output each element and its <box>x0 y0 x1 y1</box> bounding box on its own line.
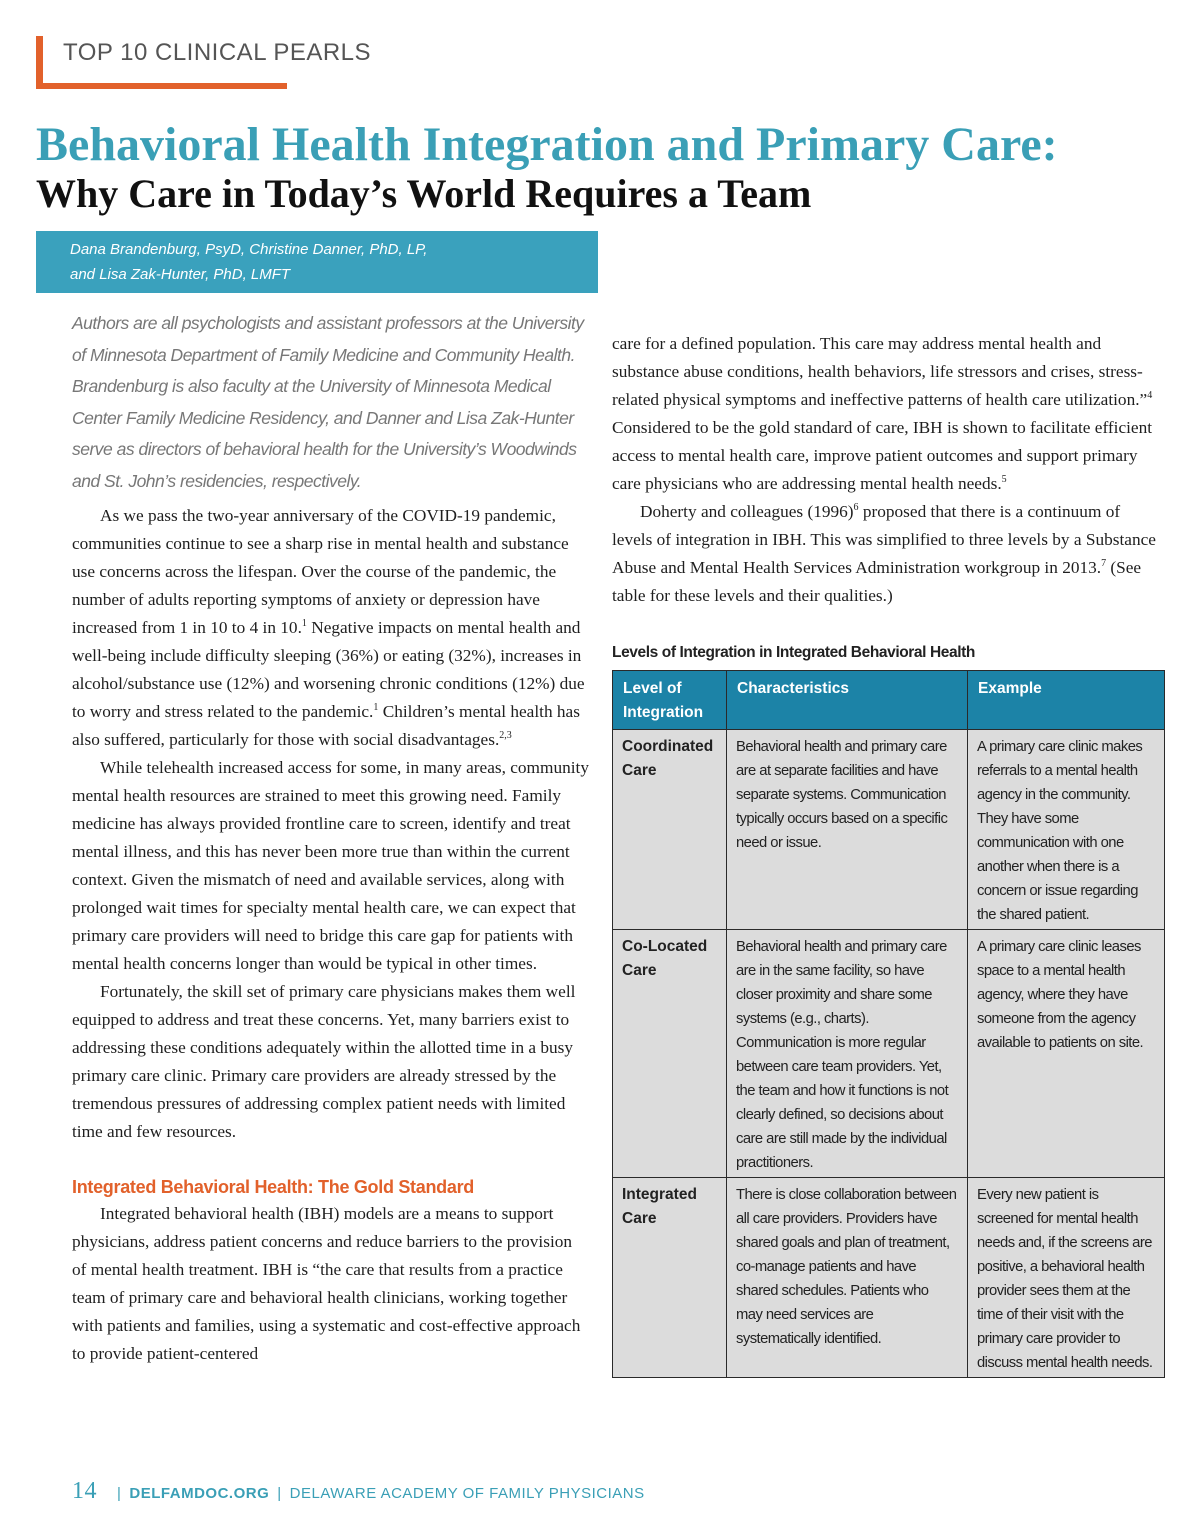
authors-line-1: Dana Brandenburg, PsyD, Christine Danner, PhD, LP, <box>70 241 428 258</box>
table-header-example: Example <box>968 671 1165 730</box>
table-cell-characteristics: Behavioral health and primary care are at separate facilities and have separate systems. Communication typically occurs based on a specific need or issue. <box>727 730 968 930</box>
table-header-characteristics: Characteristics <box>727 671 968 730</box>
reference-6: 6 <box>853 502 859 514</box>
table-cell-level: Co-Located Care <box>613 930 727 1178</box>
author-note: Authors are all psychologists and assistant professors at the University of Minnesota Department of Family Medicine and Community Health. Brandenburg is also faculty at the University of Minnesota Medical Center Family Medicine Residency, and Danner and Lisa Zak-Hunter serve as directors of behavioral health for the University’s Woodwinds and St. John’s residencies, respectively. <box>72 313 584 491</box>
reference-1: 1 <box>301 617 307 629</box>
levels-of-integration-table <box>612 670 1165 1378</box>
paragraph-ibh-models: Integrated behavioral health (IBH) models are a means to support physicians, address patient concerns and reduce barriers to the provision of mental health treatment. IBH is “the care that results from a practice team of primary care and behavioral health clinicians, working together with patients and families, using a systematic and cost-effective approach to provide patient-centered <box>72 1203 581 1363</box>
left-column <box>72 308 590 1368</box>
table-cell-level: Coordinated Care <box>613 730 727 930</box>
article-title: Behavioral Health Integration and Primary Care: <box>36 118 1058 171</box>
subheading-gold-standard: Integrated Behavioral Health: The Gold Standard <box>72 1176 474 1197</box>
paragraph-skill-set: Fortunately, the skill set of primary care physicians makes them well equipped to address and treat these concerns. Yet, many barriers exist to addressing these conditions adequately within the allotted time in a busy primary care clinic. Primary care providers are already stressed by the tremendous pressures of addressing complex patient needs with limited time and few resources. <box>72 981 576 1141</box>
table-cell-characteristics: There is close collaboration between all care providers. Providers have shared goals and plan of treatment, co-manage patients and have shared schedules. Patients who may need services are systematically identified. <box>727 1178 968 1378</box>
table-cell-level: Integrated Care <box>613 1178 727 1378</box>
table-header-row <box>613 671 1165 730</box>
paragraph-covid-part-a: As we pass the two-year anniversary of the COVID-19 pandemic, communities continue to see a sharp rise in mental health and substance use concerns across the lifespan. Over the course of the pandemic, the number of adults reporting symptoms of anxiety or depression have increased from 1 in 10 to 4 in 10. <box>72 505 569 637</box>
page-footer <box>72 1478 645 1505</box>
reference-5: 5 <box>1001 474 1007 486</box>
article-subtitle: Why Care in Today’s World Requires a Team <box>36 171 812 216</box>
reference-4: 4 <box>1147 390 1153 402</box>
reference-2-3: 2,3 <box>499 729 512 741</box>
table-row <box>613 730 1165 930</box>
paragraph-covid-part-b: Negative impacts on mental health and well-being include difficulty sleeping (36%) or eating (32%), increases in alcohol/substance use (12%) and worsening chronic conditions (12%) due to worry and stress related to the pandemic. <box>72 617 585 721</box>
footer-organization: DELAWARE ACADEMY OF FAMILY PHYSICIANS <box>289 1485 645 1502</box>
table-caption: Levels of Integration in Integrated Behavioral Health <box>612 644 975 661</box>
paragraph-telehealth: While telehealth increased access for some, in many areas, community mental health resources are strained to meet this growing need. Family medicine has always provided frontline care to screen, identify and treat mental illness, and this has never been more true than within the current context. Given the mismatch of need and available services, along with prolonged wait times for specialty mental health care, we can expect that primary care providers will need to bridge this care gap for patients with mental health concerns longer than would be typical in other times. <box>72 757 589 973</box>
table-row <box>613 1178 1165 1378</box>
paragraph-doherty-part-b: proposed that there is a continuum of levels of integration in IBH. This was simplified to three levels by a Substance Abuse and Mental Health Services Administration workgroup in 2013. <box>612 502 1156 577</box>
section-label <box>36 36 371 88</box>
paragraph-doherty-part-c: (See table for these levels and their qualities.) <box>612 558 1142 605</box>
paragraph-covid <box>72 502 590 754</box>
section-label-text: TOP 10 CLINICAL PEARLS <box>63 39 372 66</box>
paragraph-covid-part-c: Children’s mental health has also suffered, particularly for those with social disadvantages. <box>72 701 580 749</box>
table-cell-example: A primary care clinic leases space to a mental health agency, where they have someone from the agency available to patients on site. <box>968 930 1165 1178</box>
footer-site-link[interactable]: DELFAMDOC.ORG <box>129 1485 270 1502</box>
table-header-level: Level of Integration <box>613 671 727 730</box>
reference-1b: 1 <box>373 701 379 713</box>
paragraph-ibh-part-a: care for a defined population. This care may address mental health and substance abuse conditions, health behaviors, life stressors and crises, stress-related physical symptoms and ineffective patterns of health care utilization.” <box>612 334 1148 409</box>
table-row <box>613 930 1165 1178</box>
table-cell-example: A primary care clinic makes referrals to a mental health agency in the community. They have some communication with one another when there is a concern or issue regarding the shared patient. <box>968 730 1165 930</box>
right-column <box>612 330 1164 1378</box>
footer-separator: | <box>117 1485 122 1502</box>
paragraph-doherty-part-a: Doherty and colleagues (1996) <box>640 502 854 521</box>
paragraph-ibh-part-b: Considered to be the gold standard of care, IBH is shown to facilitate efficient access to mental health care, improve patient outcomes and support primary care physicians who are addressing mental health needs. <box>612 418 1153 493</box>
footer-separator: | <box>277 1485 282 1502</box>
table-cell-example: Every new patient is screened for mental health needs and, if the screens are positive, a behavioral health provider sees them at the time of their visit with the primary care provider to discuss mental health needs. <box>968 1178 1165 1378</box>
paragraph-ibh-continued <box>612 330 1164 498</box>
section-underline <box>36 83 287 89</box>
reference-7: 7 <box>1101 558 1107 570</box>
paragraph-doherty <box>612 498 1164 610</box>
authors-bar <box>36 231 598 293</box>
authors-line-2: and Lisa Zak-Hunter, PhD, LMFT <box>70 266 291 283</box>
table-cell-characteristics: Behavioral health and primary care are in the same facility, so have closer proximity and share some systems (e.g., charts). Communication is more regular between care team providers. Yet, the team and how it functions is not clearly defined, so decisions about care are still made by the individual practitioners. <box>727 930 968 1178</box>
page-number: 14 <box>72 1478 97 1504</box>
